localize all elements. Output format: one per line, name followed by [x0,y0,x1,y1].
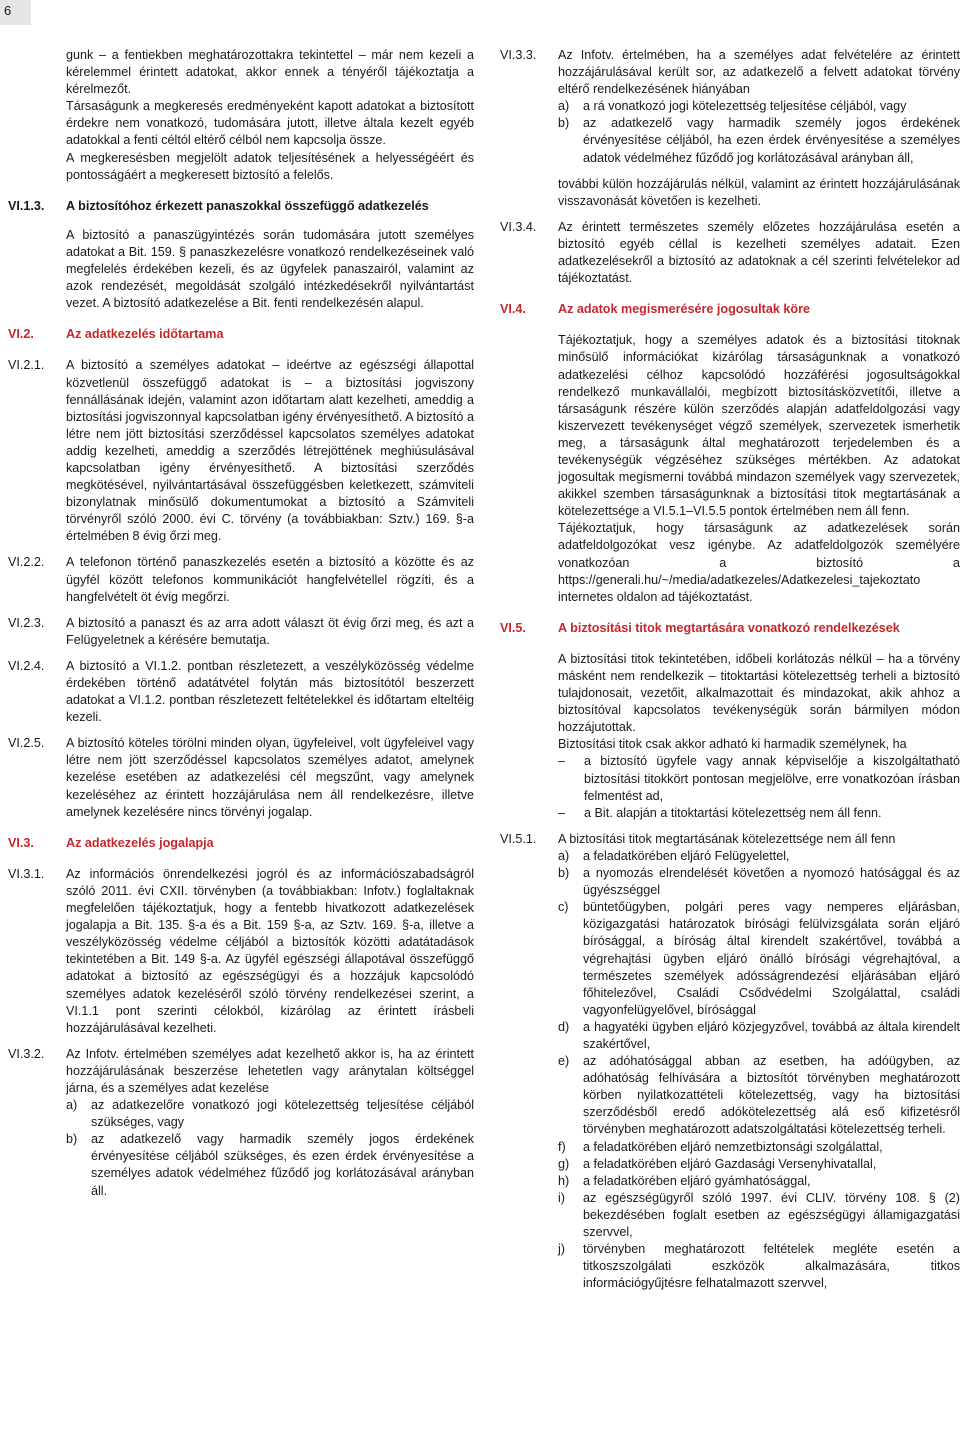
clause-number: VI.2.2. [8,555,45,570]
dash-list [500,753,960,821]
list-marker: b) [66,1132,78,1147]
clause-number: VI.5.1. [500,831,537,846]
list-text: az adatkezelő vagy harmadik személy jogos érdekének érvényesítése céljából szükséges, és ezen érdek érvényesítése a személyes adatok védelméhez fűződő jog korlátozásával arányban áll. [91,1132,474,1198]
right-column [500,47,960,1301]
list-marker: a) [66,1098,78,1113]
clause-text: A biztosítási titok megtartásának kötelezettsége nem áll fenn [558,831,896,846]
clause-number: VI.3.1. [8,866,45,881]
clause-number: VI.2.4. [8,658,45,673]
clause-text: további külön hozzájárulás nélkül, valamint az érintett hozzájárulásának visszavonását követően is kezelheti. [558,176,960,208]
list-item [558,848,960,865]
clause-text: A biztosító a VI.1.2. pontban részletezett, a veszélyközösség védelme érdekében történő adatátvétel folytán más biztosítótól beszerzett adatokat a VI.1.2. pontban részletezett feltételekkel és időtartam elteltéig kezeli. [66,658,474,725]
section-heading [8,835,474,852]
paragraph: Tájékoztatjuk, hogy társaságunk az adatkezelések során adatfeldolgozókat vesz igénybe. Az adatfeldolgozók személyére vonatkozóan a biztosító a https://generali.hu/~/media/adatkezeles/Adatkezelesi_tajekoztato internetes oldalon ad tájékoztatást. [558,521,960,604]
list-item [558,865,960,899]
list-item [558,115,960,166]
list-text: a rá vonatkozó jogi kötelezettség teljesítése céljából, vagy [583,99,907,114]
paragraph: Tájékoztatjuk, hogy a személyes adatok és a biztosítási titoknak minősülő információkat kizárólag társaságunknak a vonatkozó adatkezelési célhoz kapcsolódó hozzáférési jogosultságokkal rendelkező munkavállalói, megbízott biztosításközvetítői, illetve a társaságunk részére külön szerződés alapján adatfeldolgozási vagy kiszervezett tevékenységet végző személyek, szervezetek ismerhetik meg, a társaságunk által meghatározott terjedelemben és a tevékenységük végzéséhez szükséges mértékben. Az adatokat jogosultak megismerni továbbá mindazon személyek vagy szervezetek, akikkel szemben társaságunknak a biztosítási titok megtartásának a kötelezettsége a VI.5.1–VI.5.5 pontok értelmében nem áll fenn. [558,333,960,519]
list-marker: – [558,754,566,769]
list-marker: h) [558,1173,570,1188]
list-item [66,1097,474,1131]
section-number: VI.4. [500,302,526,317]
paragraph: Társaságunk a megkeresés eredményeként kapott adatokat a biztosított érdekre nem vonatkozó, tudomására jutott, illetve általa kezelt egyéb adatokkal a fenti céltól eltérő célból nem kapcsolja össze. [66,99,474,148]
list-item [66,1131,474,1199]
numbered-clause [8,554,474,605]
paragraph: A biztosító a panaszügyintézés során tudomására jutott személyes adatokat a Bit. 159. § panaszkezelésre vonatkozó rendelkezéseinek való megfelelés érdekében kezeli, és az ügyfelek panaszairól, valamint az azok rendezését, megoldását szolgáló intézkedésekről nyilvántartást vezet. A biztosító adatkezelése a Bit. fenti rendelkezésén alapul. [66,227,474,311]
clause-number: VI.2.1. [8,358,45,373]
list-text: az adatkezelő vagy harmadik személy jogos érdekének érvényesítése céljából, ha ezen érdek érvényesítése a személyes adatok védelméhez fűződő jog korlátozásával arányban áll, [583,116,960,165]
list-marker: b) [558,866,570,881]
list-marker: g) [558,1156,570,1171]
clause-text: Az információs önrendelkezési jogról és az információszabadságról szóló 2011. évi CXII. törvényben (a továbbiakban: Infotv.) foglaltaknak megfelelően tájékoztatjuk, hogy a fentebb hivatkozott adatkezelések jogalapja a Bit. 135. §-a és a Bit. 159 §-a, az Sztv. 169. §-a, illetve a veszélyközösség védelme céljából a biztosítók közötti adatátadások tekintetében a Bit. 149 §-a. Az ügyfél egészségi állapotával összefüggő adatokat a biztosító az egészségügyi és a hozzájuk kapcsolódó személyes adatok kezeléséről szóló törvény rendelkezései szerint, a VI.1.1 pont szerinti célokból, kizárólag az érintett írásbeli hozzájárulásával kezelheti. [66,866,474,1035]
list-item [558,1019,960,1053]
list-text: az adóhatósággal abban az esetben, ha adóügyben, az adóhatóság felhívására a biztosítót törvényben meghatározott körben nyilatkozattételi kötelezettség, vagy ha biztosítási szerződésből eredő adókötelezettség alá eső kifizetésről törvényben meghatározott adatszolgáltatási kötelezettség terheli. [583,1054,960,1137]
list-item [558,1173,960,1190]
list-marker: j) [558,1242,565,1257]
list-marker: d) [558,1019,570,1034]
clause-text: A biztosító a panaszt és az arra adott választ öt évig őrzi meg, és azt a Felügyeletnek a kérésére bemutatja. [66,615,474,647]
section-title: Az adatok megismerésére jogosultak köre [558,302,810,317]
list-text: a hagyatéki ügyben eljáró közjegyzővel, továbbá az általa kirendelt szakértővel, [583,1019,960,1051]
clause-number: VI.3.3. [500,48,537,62]
list-marker: a) [558,99,570,114]
list-marker: e) [558,1054,570,1069]
list-text: a feladatkörében eljáró Felügyelettel, [583,848,790,863]
clause-number: VI.2.5. [8,736,45,751]
numbered-clause [8,615,474,649]
numbered-clause [8,1046,474,1200]
list-item [558,1139,960,1156]
list-item [558,1156,960,1173]
clause-text: A telefonon történő panaszkezelés esetén a biztosító a közötte és az ügyfél között telefonos kommunikációt hangfelvétellel rögzíti, és a hangfelvételt öt évig megőrzi. [66,555,474,604]
list-item [558,805,960,822]
list-item [558,899,960,1019]
list-marker: c) [558,900,569,915]
list-marker: – [558,805,566,820]
paragraph: Biztosítási titok csak akkor adható ki harmadik személynek, ha [558,737,907,752]
numbered-clause [8,658,474,726]
clause-number: VI.2.3. [8,615,45,630]
paragraph: A biztosítási titok tekintetében, időbeli korlátozás nélkül – ha a törvény másként nem rendelkezik – titoktartási kötelezettség terheli a biztosító tulajdonosait, vezetőit, alkalmazottait és mindazokat, akik ahhoz a biztosítóval kapcsolatos tevékenységük során bármilyen módon hozzájutottak. [558,651,960,735]
list-marker: f) [558,1139,566,1154]
numbered-clause [8,357,474,545]
clause-number: VI.3.4. [500,219,537,234]
list-item [558,1241,960,1292]
list-text: büntetőügyben, polgári peres vagy nemperes eljárásban, közigazgatási határozatok bírósági felülvizsgálata során eljáró bírósággal, a bíróság által kirendelt szakértővel, továbbá a végrehajtási ügyben eljáró önálló bírósági végrehajtóval, a természetes személyek adósságrendezési eljárásában eljáró főhitelezővel, Családi Csődvédelmi Szolgálattal, családi vagyonfelügyelővel, bírósággal [583,900,960,1017]
numbered-clause [500,831,960,1293]
list-text: az egészségügyről szóló 1997. évi CLIV. törvény 108. § (2) bekezdésében foglalt esetben az egészségügyi államigazgatási szervvel, [583,1190,960,1239]
numbered-clause [8,866,474,1037]
clause-number: VI.3.2. [8,1046,45,1061]
paragraph: gunk – a fentiekben meghatározottakra tekintettel – már nem kezeli a kérelemmel érintett adatokat, akkor ennek a tényéről tájékoztatja a kérelmezőt. [66,48,474,97]
page-number: 6 [4,3,12,18]
page-number-box [0,0,31,25]
clause-text: A biztosító köteles törölni minden olyan, ügyfeleivel, volt ügyfeleivel vagy létre nem jött szerződéssel kapcsolatos személyes adatot, amelynek kezelése esetében az adatkezelési cél megszűnt, vagy amelynek kezeléséhez az érintett hozzájárulása nem áll rendelkezésre, illetve amelynek kezelésére nincs törvényi jogalap. [66,736,474,819]
list-text: a biztosító ügyfele vagy annak képviselője a kiszolgáltatható biztosítási titokkört pontosan megjelölve, erre vonatkozóan írásban felmentést ad, [584,754,960,803]
section-number: VI.2. [8,327,34,342]
list-item [558,1053,960,1138]
clause-text: Az Infotv. értelmében személyes adat kezelhető akkor is, ha az érintett hozzájárulásának beszerzése lehetetlen vagy aránytalan költséggel járna, és a személyes adat kezelése [66,1046,474,1095]
list-text: törvényben meghatározott feltételek megléte esetén a titkoszszolgálati eszközök alkalmazására, titkos információgyűjtésre felhatalmazott szervvel, [583,1242,960,1291]
list-text: a Bit. alapján a titoktartási kötelezettség nem áll fenn. [584,805,882,820]
numbered-clause [8,735,474,820]
list-item [558,753,960,804]
paragraph: A megkeresésben megjelölt adatok teljesítésének a helyességéért és pontosságáért a megkeresett biztosító a felelős. [66,150,474,182]
clause-text: Az érintett természetes személy előzetes hozzájárulása esetén a biztosító egyéb céllal is kezelheti személyes adatait. Ezen adatkezelésekről a biztosító az adatoknak a cél szerinti felvételekor ad tájékoztatást. [558,219,960,286]
list-text: a feladatkörében eljáró Gazdasági Versenyhivatallal, [583,1156,877,1171]
section-title: A biztosítási titok megtartására vonatkozó rendelkezések [558,620,900,635]
section-heading [8,326,474,343]
list-item [558,98,960,115]
list-text: a nyomozás elrendelését követően a nyomozó hatósággal és az ügyészséggel [583,866,960,898]
clause-text: A biztosító a személyes adatokat – ideértve az egészségi állapottal közvetlenül összefüggő adatokat is – a biztosítási jogviszony fennállásának idején, valamint azon időtartam alatt kezelheti, ameddig a biztosítási jogviszonnyal kapcsolatban igény érvényesíthető. A biztosító a létre nem jött biztosítási szerződéssel kapcsolatos személyes adatokat addig kezelheti, ameddig a szerződés létrejöttének meghiúsulásával kapcsolatban igény érvényesíthető. A biztosítási szerződés megkötésével, nyilvántartásával összefüggésben keletkezett, számviteli bizonylatnak minősülő dokumentumokat a biztosító a Számviteli törvényről szóló 2000. évi C. törvény (a továbbiakban: Sztv.) 169. §-a értelmében 8 évig őrzi meg. [66,358,474,544]
left-column [8,47,474,1209]
list-marker: a) [558,848,570,863]
section-number: VI.3. [8,835,34,850]
list-text: a feladatkörében eljáró gyámhatósággal, [583,1173,811,1188]
clause-text: Az Infotv. értelmében, ha a személyes adat felvételére az érintett hozzájárulásával került sor, az adatkezelő a felvett adatokat törvény eltérő rendelkezésének hiányában [558,48,960,97]
section-heading [500,301,960,318]
numbered-clause [500,47,960,210]
section-heading [8,198,474,215]
list-text: a feladatkörében eljáró nemzetbiztonsági szolgálattal, [583,1139,883,1154]
list-text: az adatkezelőre vonatkozó jogi kötelezettség teljesítése céljából szükséges, vagy [91,1098,474,1130]
section-number: VI.1.3. [8,198,45,213]
section-heading [500,620,960,637]
section-title: A biztosítóhoz érkezett panaszokkal összefüggő adatkezelés [66,198,429,213]
numbered-clause [500,219,960,287]
list-item [558,1190,960,1241]
list-marker: i) [558,1190,565,1205]
section-title: Az adatkezelés időtartama [66,327,224,342]
section-title: Az adatkezelés jogalapja [66,835,214,850]
section-number: VI.5. [500,620,526,635]
list-marker: b) [558,116,570,131]
